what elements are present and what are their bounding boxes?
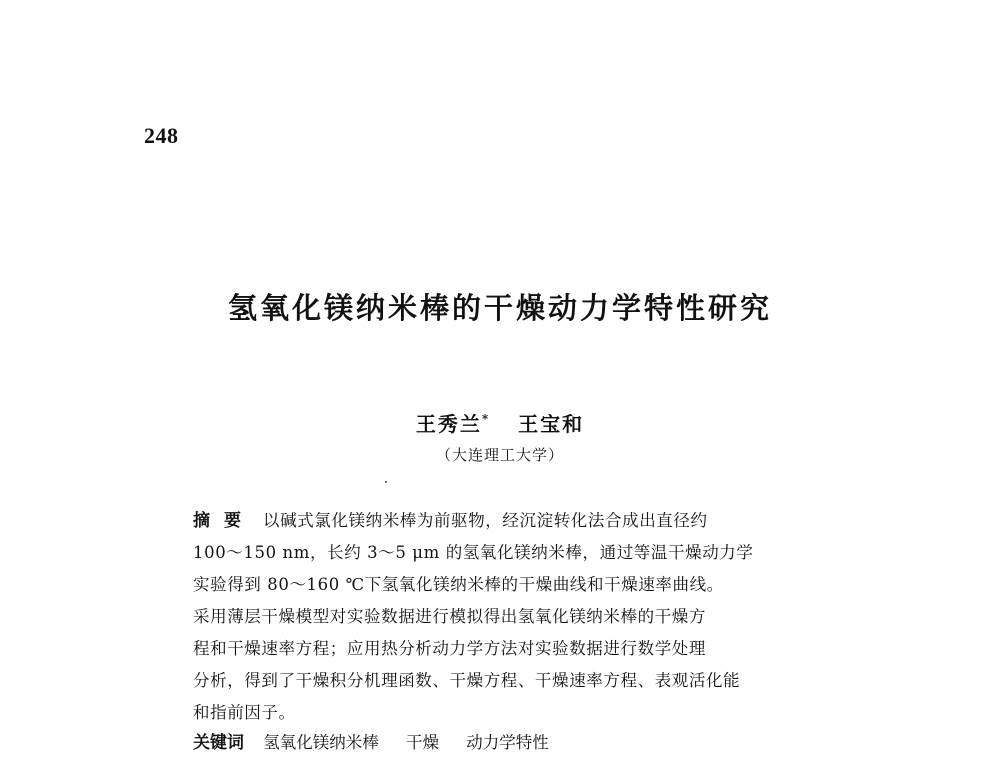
keyword-item: 氢氧化镁纳米棒 [263, 733, 379, 752]
keyword-item: 动力学特性 [466, 733, 549, 752]
abstract-line: 100～150 nm，长约 3～5 μm 的氢氧化镁纳米棒，通过等温干燥动力学 [193, 543, 754, 562]
author-2: 王宝和 [518, 412, 585, 436]
abstract [193, 505, 811, 729]
abstract-line [193, 505, 811, 537]
print-speck [385, 481, 387, 483]
keywords-label: 关键词 [193, 733, 244, 753]
corresponding-author-mark: * [481, 412, 491, 426]
paper-title: 氢氧化镁纳米棒的干燥动力学特性研究 [227, 291, 772, 325]
author-line [0, 408, 1000, 437]
keyword-item: 干燥 [406, 733, 439, 752]
abstract-line: 和指前因子。 [193, 703, 296, 722]
affiliation: （大连理工大学） [435, 446, 564, 464]
keywords [193, 728, 571, 753]
author-1: 王秀兰 [415, 412, 482, 436]
abstract-line: 程和干燥速率方程；应用热分析动力学方法对实验数据进行数学处理 [193, 639, 706, 658]
abstract-label: 摘要 [193, 511, 255, 531]
abstract-text: 以碱式氯化镁纳米棒为前驱物，经沉淀转化法合成出直径约 [263, 511, 708, 530]
abstract-line: 分析，得到了干燥积分机理函数、干燥方程、干燥速率方程、表观活化能 [193, 671, 741, 690]
abstract-line: 采用薄层干燥模型对实验数据进行模拟得出氢氧化镁纳米棒的干燥方 [193, 607, 706, 626]
abstract-line: 实验得到 80～160 ℃下氢氧化镁纳米棒的干燥曲线和干燥速率曲线。 [193, 575, 724, 594]
page-number: 248 [144, 123, 179, 148]
